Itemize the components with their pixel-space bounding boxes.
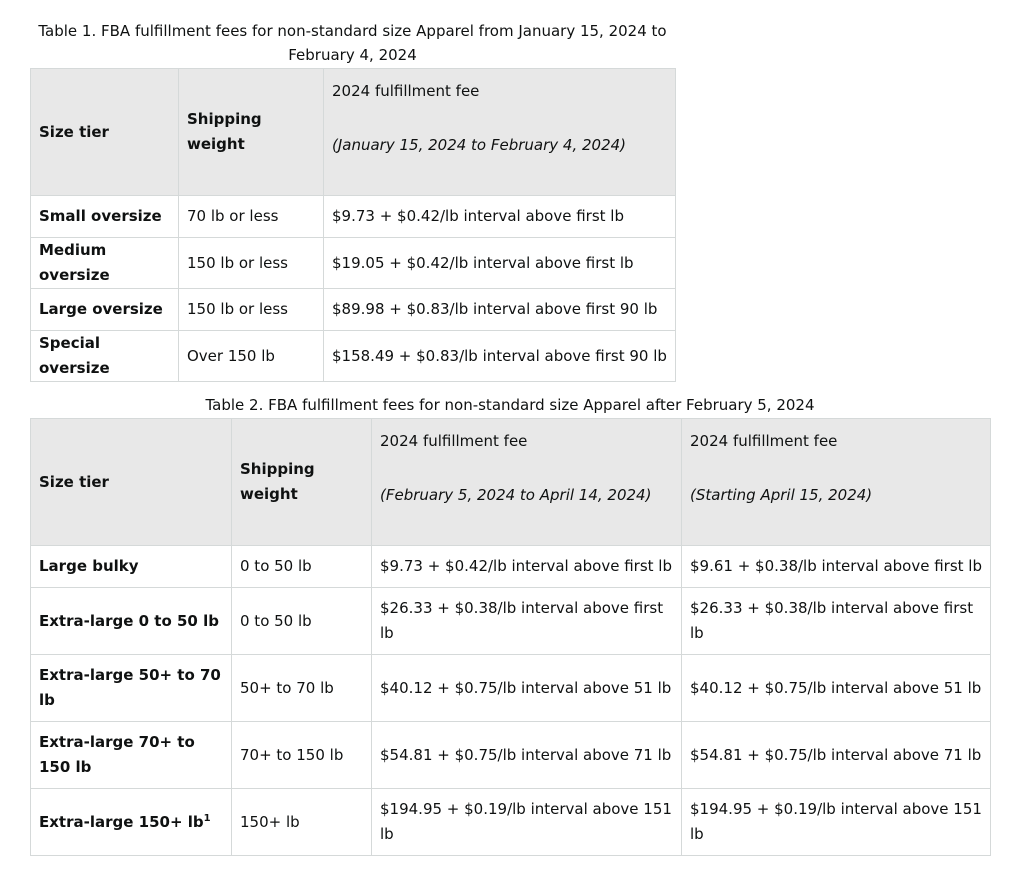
table-row [31,196,676,238]
table2-header-size-tier: Size tier [31,419,232,546]
table2-header-fee2-period: (Starting April 15, 2024) [690,485,873,504]
table2-header-fee1-period: (February 5, 2024 to April 14, 2024) [380,485,652,504]
table1-header-size-tier: Size tier [31,69,179,196]
table1-cell-weight: 150 lb or less [179,289,324,331]
table1-header-fee-period: (January 15, 2024 to February 4, 2024) [332,135,627,154]
table2-header-shipping-weight: Shipping weight [232,419,372,546]
table2-cell-fee2: $26.33 + $0.38/lb interval above first lb [682,588,991,655]
table2-cell-weight: 70+ to 150 lb [232,722,372,789]
table2-cell-weight: 0 to 50 lb [232,546,372,588]
table-row [31,546,991,588]
table2-header-fee1 [372,419,682,546]
table2 [30,418,991,856]
table2-cell-fee1: $9.73 + $0.42/lb interval above first lb [372,546,682,588]
table1-caption [30,19,675,67]
table2-header-fee2 [682,419,991,546]
table2-cell-tier: Extra-large 50+ to 70 lb [31,655,232,722]
table2-cell-fee1: $194.95 + $0.19/lb interval above 151 lb [372,789,682,856]
table-row [31,238,676,289]
table2-cell-weight: 150+ lb [232,789,372,856]
table2-cell-fee2: $54.81 + $0.75/lb interval above 71 lb [682,722,991,789]
table-row [31,289,676,331]
table1-cell-tier: Large oversize [31,289,179,331]
table1-cell-fee: $19.05 + $0.42/lb interval above first lb [324,238,676,289]
table1-cell-fee: $89.98 + $0.83/lb interval above first 90 lb [324,289,676,331]
table1-cell-weight: 70 lb or less [179,196,324,238]
footnote-marker: 1 [203,812,211,824]
table2-cell-fee1: $40.12 + $0.75/lb interval above 51 lb [372,655,682,722]
table-row [31,588,991,655]
table1-header-fee [324,69,676,196]
table1-cell-weight: 150 lb or less [179,238,324,289]
table2-cell-fee2: $40.12 + $0.75/lb interval above 51 lb [682,655,991,722]
table-row [31,655,991,722]
table1-cell-fee: $158.49 + $0.83/lb interval above first 90 lb [324,331,676,382]
table2-cell-tier: Extra-large 70+ to 150 lb [31,722,232,789]
table2-cell-fee2: $194.95 + $0.19/lb interval above 151 lb [682,789,991,856]
table2-cell-tier: Large bulky [31,546,232,588]
table-row [31,789,991,856]
table1-cell-weight: Over 150 lb [179,331,324,382]
table1-caption-line1: Table 1. FBA fulfillment fees for non-standard size Apparel from January 15, 2024 to [38,22,667,40]
table2-cell-tier-text: Extra-large 150+ lb [39,812,204,831]
table1 [30,68,676,382]
table2-cell-fee1: $26.33 + $0.38/lb interval above first lb [372,588,682,655]
table2-cell-fee2: $9.61 + $0.38/lb interval above first lb [682,546,991,588]
table1-cell-tier: Medium oversize [31,238,179,289]
table1-header-fee-title: 2024 fulfillment fee [332,81,480,100]
table-row [31,722,991,789]
table-row [31,331,676,382]
table1-cell-fee: $9.73 + $0.42/lb interval above first lb [324,196,676,238]
table2-cell-tier: Extra-large 0 to 50 lb [31,588,232,655]
table2-cell-fee1: $54.81 + $0.75/lb interval above 71 lb [372,722,682,789]
table2-cell-weight: 50+ to 70 lb [232,655,372,722]
table1-header-shipping-weight: Shipping weight [179,69,324,196]
table2-header-fee2-title: 2024 fulfillment fee [690,431,838,450]
table1-cell-tier: Special oversize [31,331,179,382]
table2-header-fee1-title: 2024 fulfillment fee [380,431,528,450]
table1-cell-tier: Small oversize [31,196,179,238]
table1-caption-line2: February 4, 2024 [288,46,417,64]
table2-cell-tier [31,789,232,856]
table2-cell-weight: 0 to 50 lb [232,588,372,655]
table2-caption: Table 2. FBA fulfillment fees for non-standard size Apparel after February 5, 2024 [205,396,815,414]
